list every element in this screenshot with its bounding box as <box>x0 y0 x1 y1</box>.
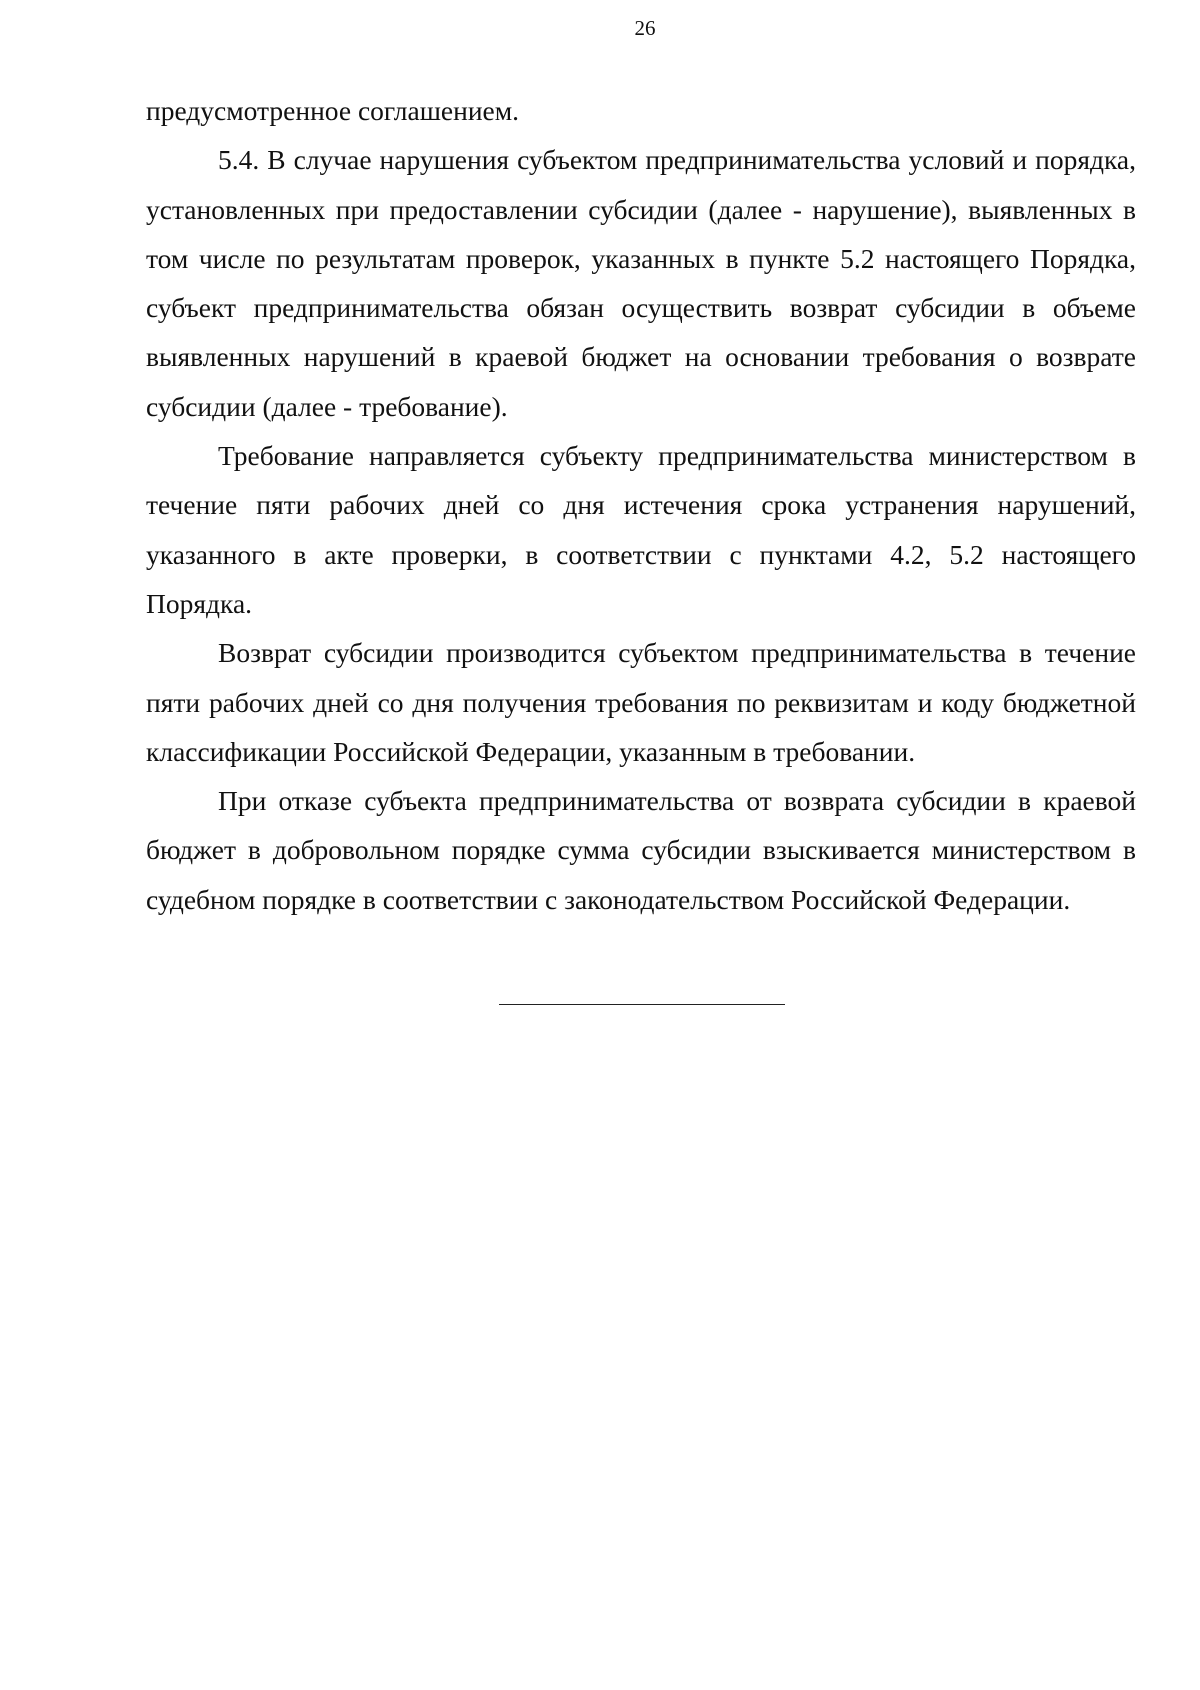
end-divider <box>499 1004 785 1005</box>
document-body <box>146 86 1136 924</box>
paragraph-refusal: При отказе субъекта предпринимательства от возврата субсидии в краевой бюджет в добровольном порядке сумма субсидии взыскивается министерством в судебном порядке в соответствии с законодательством Российской Федерации. <box>146 785 1136 915</box>
page-number: 26 <box>634 16 656 40</box>
paragraph-requirement-sending: Требование направляется субъекту предпринимательства министерством в течение пяти рабочих дней со дня истечения срока устранения нарушений, указанного в акте проверки, в соответствии с пунктами 4.2, 5.2 настоящего Порядка. <box>146 440 1136 619</box>
paragraph-5-4: 5.4. В случае нарушения субъектом предпринимательства условий и порядка, установленных при предоставлении субсидии (далее - нарушение), выявленных в том числе по результатам проверок, указанных в пункте 5.2 настоящего Порядка, субъект предпринимательства обязан осуществить возврат субсидии в объеме выявленных нарушений в краевой бюджет на основании требования о возврате субсидии (далее - требование). <box>146 144 1136 422</box>
paragraph-continuation: предусмотренное соглашением. <box>146 95 520 126</box>
paragraph-subsidy-return: Возврат субсидии производится субъектом предпринимательства в течение пяти рабочих дней со дня получения требования по реквизитам и коду бюджетной классификации Российской Федерации, указанным в требовании. <box>146 637 1136 767</box>
